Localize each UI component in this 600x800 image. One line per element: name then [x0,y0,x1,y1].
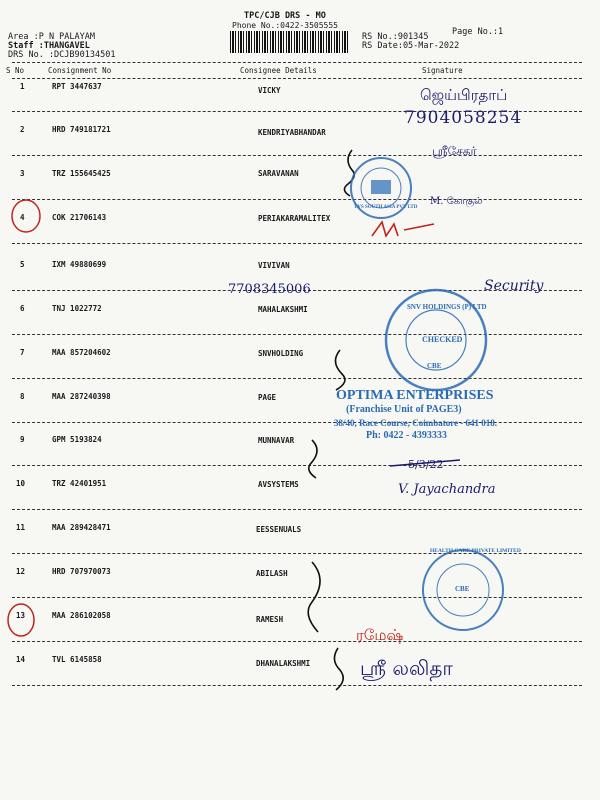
row-consignee: AVSYSTEMS [258,480,299,489]
row-sno: 6 [20,304,25,313]
snv-stamp-bottom: CBE [427,362,442,370]
row-consignment-no: TRZ 155645425 [52,169,111,178]
optima-stamp-phone: Ph: 0422 - 4393333 [366,430,447,441]
row-sno: 3 [20,169,25,178]
row-consignment-no: COK 21706143 [52,213,107,222]
signature-row-2: ஸ்ரீசேகர் [432,144,477,158]
red-circle-mark [12,200,40,232]
row-consignment-no: GPM 5193824 [52,435,102,444]
handwritten-security: Security [484,278,544,294]
row-consignee: KENDRIYABHANDAR [258,128,326,137]
row-consignee: MAHALAKSHMI [258,305,308,314]
rs-date: RS Date:05-Mar-2022 [362,41,460,51]
health-stamp-center: CBE [455,585,470,593]
row-consignee: VICKY [258,86,281,95]
row-consignment-no: HRD 749181721 [52,125,111,134]
row-consignee: MUNNAVAR [258,436,295,445]
optima-stamp-subtitle: (Franchise Unit of PAGE3) [346,404,462,415]
row-sno: 10 [16,479,26,488]
row-consignment-no: TVL 6145858 [52,655,102,664]
signature-row-1: ஜெய்பிரதாப் [420,86,508,104]
red-circle-mark [8,604,34,636]
drs-number: DRS No. :DCJB90134501 [8,50,116,60]
signature-row-14: ஸ்ரீ லலிதா [360,656,453,680]
row-consignee: SARAVANAN [258,169,299,178]
snv-stamp-ring: SNV HOLDINGS (P) LTD [407,303,487,311]
handwritten-phone-2: 7708345006 [228,282,311,297]
signature-row-13: ரமேஷ் [356,626,404,644]
row-sno: 7 [20,348,25,357]
handwritten-date: 5/3/22 [408,458,444,471]
row-consignee: EESSENUALS [256,525,302,534]
row-consignee: PERIAKARAMALITEX [258,214,331,223]
page-number: Page No.:1 [452,27,504,37]
column-header-sno: S No [6,66,25,75]
row-sno: 13 [16,611,26,620]
row-consignee: PAGE [258,393,277,402]
area-label: Area :P N PALAYAM [8,32,95,42]
column-header-consignee: Consignee Details [240,66,317,75]
row-consignment-no: TNJ 1022772 [52,304,102,313]
row-consignee: RAMESH [256,615,284,624]
row-consignee: ABILASH [256,569,288,578]
row-consignee: DHANALAKSHMI [256,659,311,668]
row-consignment-no: TRZ 42401951 [52,479,107,488]
red-signature [372,222,434,236]
row-consignment-no: MAA 857204602 [52,348,111,357]
row-consignment-no: MAA 287240398 [52,392,111,401]
row-sno: 8 [20,392,25,401]
row-sno: 5 [20,260,25,269]
row-consignment-no: MAA 286102058 [52,611,111,620]
bracket-mark [335,350,344,390]
column-header-signature: Signature [422,66,463,75]
signature-row-3: M. கோகுல் [430,196,483,207]
row-sno: 1 [20,82,25,91]
row-consignee: SNVHOLDING [258,349,304,358]
row-consignment-no: MAA 289428471 [52,523,111,532]
row-consignment-no: IXM 49880699 [52,260,107,269]
handwritten-phone-1: 7904058254 [404,108,523,128]
row-consignee: VIVIVAN [258,261,290,270]
column-header-consignment: Consignment No [48,66,112,75]
bracket-mark [309,440,317,478]
bracket-mark [334,648,343,690]
bracket-mark [308,562,320,632]
health-stamp-ring: HEALTH CARE PRIVATE LIMITED [430,548,521,554]
optima-stamp-address: 38/40, Race Course, Coimbatore - 641 018. [334,418,498,428]
row-consignment-no: HRD 707970073 [52,567,111,576]
row-sno: 9 [20,435,25,444]
phone-number: Phone No.:0422-3505555 [232,21,338,30]
signature-row-10: V. Jayachandra [398,482,496,497]
row-sno: 4 [20,213,25,222]
row-sno: 12 [16,567,26,576]
snv-stamp-center: CHECKED [422,335,463,344]
optima-stamp-title: OPTIMA ENTERPRISES [336,388,494,403]
bracket-mark [344,150,354,196]
row-sno: 14 [16,655,26,664]
row-sno: 2 [20,125,25,134]
rs-number: RS No.:901345 [362,32,429,42]
row-sno: 11 [16,523,26,532]
document-title: TPC/CJB DRS - MO [244,11,326,21]
staff-label: Staff :THANGAVEL [8,41,90,51]
row-consignment-no: RPT 3447637 [52,82,102,91]
tvs-stamp-ring: TVS SOUTH ASIA PVT LTD [354,205,418,210]
